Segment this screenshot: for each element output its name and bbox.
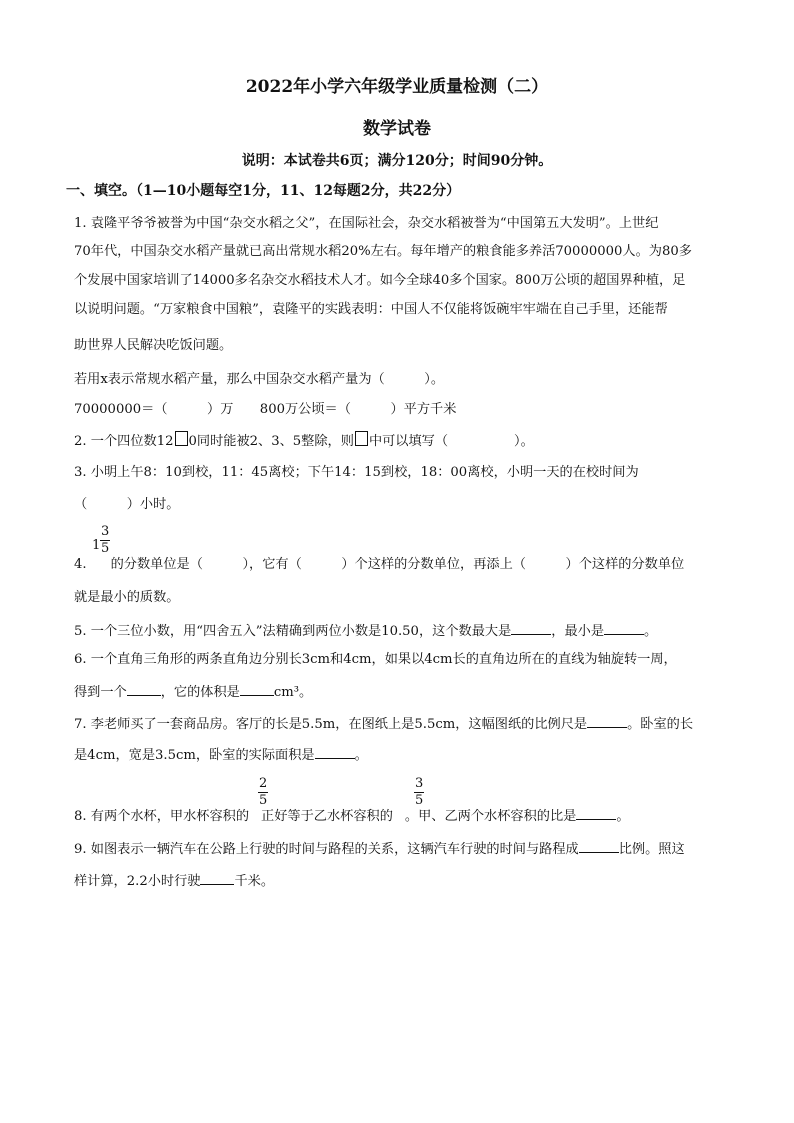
q6-text-2: ，它的体积是 xyxy=(160,685,240,700)
answer-blank xyxy=(200,870,234,885)
section-heading-fill-in: 一、填空。（1—10小题每空1分，11、12每题2分，共22分） xyxy=(66,183,461,199)
q7-text-3: 是4cm，宽是3.5cm，卧室的实际面积是 xyxy=(74,748,315,763)
q7-text-4: 。 xyxy=(354,748,368,763)
exam-title: 2022年小学六年级学业质量检测（二） xyxy=(245,77,549,97)
q1-line-1: 1. 袁隆平爷爷被誉为中国“杂交水稻之父”，在国际社会，杂交水稻被誉为“中国第五大发明”。上世纪 xyxy=(74,216,659,231)
q5-text-2: ，最小是 xyxy=(551,624,605,639)
answer-blank xyxy=(579,838,619,853)
q9-line-1 xyxy=(74,838,685,860)
q4-fraction-denominator: 5 xyxy=(101,541,110,556)
q1-line-4: 以说明问题。“万家粮食中国粮”，袁隆平的实践表明：中国人不仅能将饭碗牢牢端在自己手里，还能帮 xyxy=(74,302,668,317)
q4-line-1 xyxy=(74,555,684,575)
q7-line-2 xyxy=(74,744,368,766)
q4-line-2: 就是最小的质数。 xyxy=(74,590,180,605)
answer-blank xyxy=(127,681,161,696)
q5-line xyxy=(74,620,657,642)
q5-text-3: 。 xyxy=(644,624,658,639)
q2-text-3: 中可以填写（ ）。 xyxy=(368,434,534,449)
q1-line-6: 若用x表示常规水稻产量，那么中国杂交水稻产量为（ ）。 xyxy=(74,372,445,387)
exam-note: 说明：本试卷共6页；满分120分；时间90分钟。 xyxy=(241,153,553,169)
digit-box xyxy=(355,431,368,446)
q8-fraction-1 xyxy=(258,776,268,809)
q3-line-2: （ ）小时。 xyxy=(74,497,180,512)
q9-line-2 xyxy=(74,870,274,892)
q9-text-3: 样计算，2.2小时行驶 xyxy=(74,874,201,889)
q1-line-7: 70000000＝（ ）万 800万公顷＝（ ）平方千米 xyxy=(74,402,457,417)
q8-line xyxy=(74,805,630,827)
q8-text-4: 。 xyxy=(616,809,630,824)
q5-text-1: 5. 一个三位小数，用“四舍五入”法精确到两位小数是10.50，这个数最大是 xyxy=(74,624,512,639)
q8-fraction-2-numerator: 3 xyxy=(415,776,424,791)
answer-blank xyxy=(576,805,616,820)
digit-box xyxy=(175,431,188,446)
q8-fraction-1-denominator: 5 xyxy=(259,793,268,808)
q2-text-2: 0同时能被2、3、5整除，则 xyxy=(188,434,354,449)
answer-blank xyxy=(511,620,551,635)
exam-subtitle: 数学试卷 xyxy=(363,119,431,139)
q1-line-2: 70年代，中国杂交水稻产量就已高出常规水稻20%左右。每年增产的粮食能多养活70000000人。为80多 xyxy=(74,244,692,259)
q8-text-1: 8. 有两个水杯，甲水杯容积的 xyxy=(74,809,250,824)
q8-fraction-1-numerator: 2 xyxy=(259,776,268,791)
q6-text-1: 得到一个 xyxy=(74,685,127,700)
q4-number: 4. xyxy=(74,557,87,572)
q3-line-1: 3. 小明上午8：10到校，11：45离校；下午14：15到校，18：00离校，小明一天的在校时间为 xyxy=(74,465,639,480)
q6-line-2 xyxy=(74,681,312,703)
q4-mixed-whole: 1 xyxy=(92,538,101,553)
q2-line xyxy=(74,431,534,452)
answer-blank xyxy=(604,620,644,635)
q8-text-3: 。甲、乙两个水杯容积的比是 xyxy=(404,809,577,824)
q4-fraction xyxy=(100,524,110,557)
q6-text-3: cm³。 xyxy=(273,685,313,700)
q8-fraction-2-denominator: 5 xyxy=(415,793,424,808)
q7-text-1: 7. 李老师买了一套商品房。客厅的长是5.5m，在图纸上是5.5cm，这幅图纸的比例尺是 xyxy=(74,717,588,732)
q2-text-1: 2. 一个四位数12 xyxy=(74,434,174,449)
q6-line-1: 6. 一个直角三角形的两条直角边分别长3cm和4cm，如果以4cm长的直角边所在的直线为轴旋转一周， xyxy=(74,652,677,667)
q8-text-2: 正好等于乙水杯容积的 xyxy=(261,809,393,824)
answer-blank xyxy=(240,681,274,696)
q9-text-4: 千米。 xyxy=(234,874,275,889)
q1-line-5: 助世界人民解决吃饭问题。 xyxy=(74,338,233,353)
q4-fraction-numerator: 3 xyxy=(101,524,110,539)
q9-text-2: 比例。照这 xyxy=(618,842,685,857)
q7-text-2: 。卧室的长 xyxy=(627,717,694,732)
q9-text-1: 9. 如图表示一辆汽车在公路上行驶的时间与路程的关系，这辆汽车行驶的时间与路程成 xyxy=(74,842,579,857)
q7-line-1 xyxy=(74,713,693,735)
q8-fraction-2 xyxy=(414,776,424,809)
q4-text-1: 的分数单位是（ ），它有（ ）个这样的分数单位，再添上（ ）个这样的分数单位 xyxy=(110,557,685,572)
answer-blank xyxy=(315,744,355,759)
q1-line-3: 个发展中国家培训了14000多名杂交水稻技术人才。如今全球40多个国家。800万公顷的超国界种植，足 xyxy=(74,273,686,288)
answer-blank xyxy=(587,713,627,728)
